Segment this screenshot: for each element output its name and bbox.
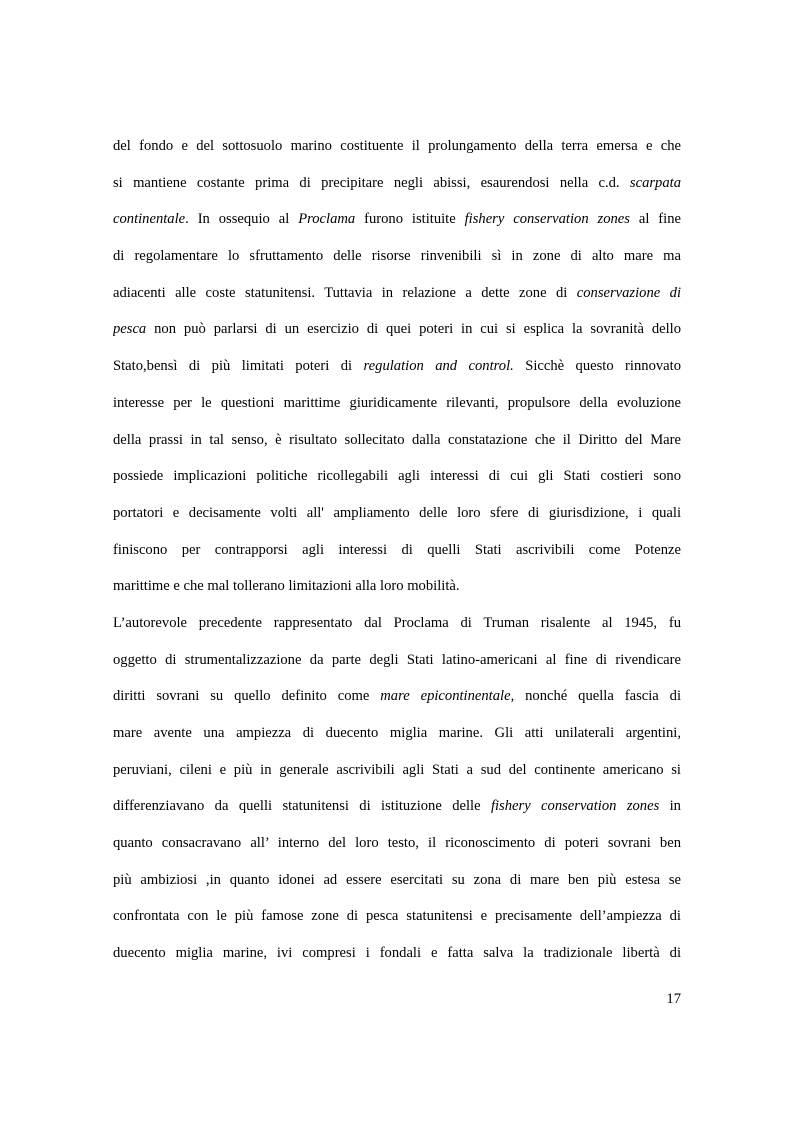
text-line: peruviani, cileni e più in generale ascrivibili agli Stati a sud del continente americano si <box>113 761 681 778</box>
text-line: portatori e decisamente volti all' ampliamento delle loro sfere di giurisdizione, i quali <box>113 504 681 521</box>
text-line: interesse per le questioni marittime giuridicamente rilevanti, propulsore della evoluzione <box>113 394 681 411</box>
text-line: oggetto di strumentalizzazione da parte degli Stati latino-americani al fine di rivendicare <box>113 651 681 668</box>
body-text <box>113 128 681 972</box>
text-line: continentale. In ossequio al Proclama furono istituite fishery conservation zones al fine <box>113 211 681 228</box>
text-line: Stato,bensì di più limitati poteri di regulation and control. Sicchè questo rinnovato <box>113 358 681 375</box>
text-line: quanto consacravano all’ interno del loro testo, il riconoscimento di poteri sovrani ben <box>113 835 681 852</box>
text-line: della prassi in tal senso, è risultato sollecitato dalla constatazione che il Diritto del Mare <box>113 431 681 448</box>
text-line: confrontata con le più famose zone di pesca statunitensi e precisamente dell’ampiezza di <box>113 908 681 925</box>
text-line: marittime e che mal tollerano limitazioni alla loro mobilità. <box>113 578 460 595</box>
text-line: diritti sovrani su quello definito come mare epicontinentale, nonché quella fascia di <box>113 688 681 705</box>
text-line: pesca non può parlarsi di un esercizio di quei poteri in cui si esplica la sovranità dello <box>113 321 681 338</box>
text-line: del fondo e del sottosuolo marino costituente il prolungamento della terra emersa e che <box>113 138 681 154</box>
text-line: più ambiziosi ,in quanto idonei ad essere esercitati su zona di mare ben più estesa se <box>113 871 681 888</box>
text-line: differenziavano da quelli statunitensi di istituzione delle fishery conservation zones in <box>113 798 681 815</box>
text-line: si mantiene costante prima di precipitare negli abissi, esaurendosi nella c.d. scarpata <box>113 174 681 191</box>
text-line: adiacenti alle coste statunitensi. Tuttavia in relazione a dette zone di conservazione di <box>113 284 681 301</box>
text-line: possiede implicazioni politiche ricollegabili agli interessi di cui gli Stati costieri sono <box>113 468 681 485</box>
text-line: duecento miglia marine, ivi compresi i fondali e fatta salva la tradizionale libertà di <box>113 945 681 962</box>
text-line: finiscono per contrapporsi agli interessi di quelli Stati ascrivibili come Potenze <box>113 541 681 558</box>
text-line: di regolamentare lo sfruttamento delle risorse rinvenibili sì in zone di alto mare ma <box>113 248 681 265</box>
text-line: mare avente una ampiezza di duecento miglia marine. Gli atti unilaterali argentini, <box>113 725 681 741</box>
text-line: L’autorevole precedente rappresentato dal Proclama di Truman risalente al 1945, fu <box>113 614 681 631</box>
page-number: 17 <box>666 991 681 1007</box>
